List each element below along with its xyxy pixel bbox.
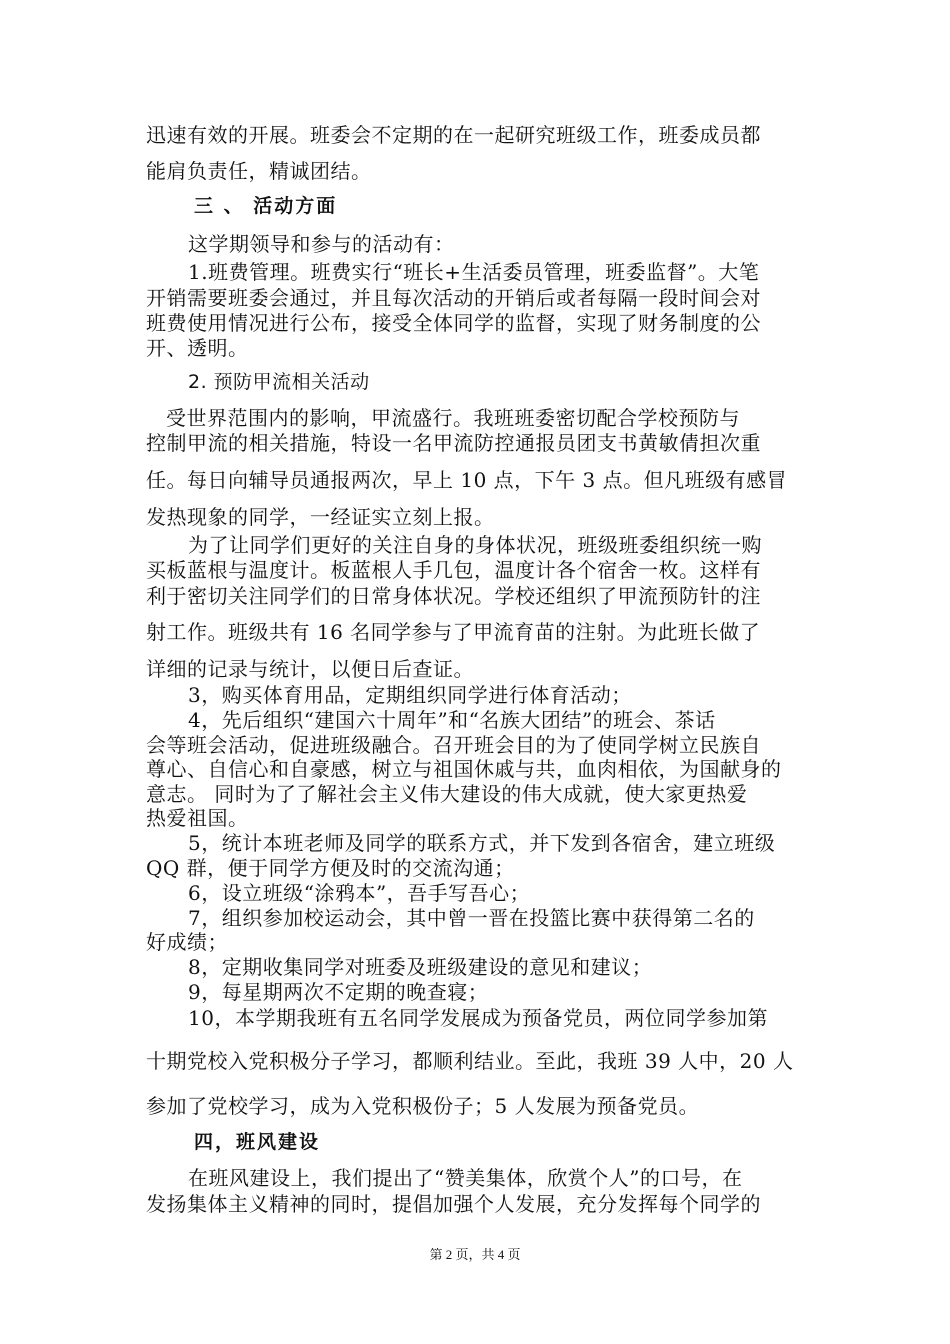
paragraph-line: 班费使用情况进行公布，接受全体同学的监督，实现了财务制度的公 [146,311,761,335]
section-heading-activities: 三 、 活动方面 [194,195,338,217]
paragraph-line: 热爱祖国。 [146,806,249,830]
list-item: 8，定期收集同学对班委及班级建设的意见和建议； [188,955,653,979]
paragraph-line: 会等班会活动，促进班级融合。召开班会目的为了使同学树立民族自 [146,733,761,757]
paragraph-line: 详细的记录与统计，以便日后查证。 [146,657,474,681]
paragraph-line: 发扬集体主义精神的同时，提倡加强个人发展，充分发挥每个同学的 [146,1192,761,1216]
paragraph-line: 受世界范围内的影响，甲流盛行。我班班委密切配合学校预防与 [166,406,740,430]
paragraph-line: 迅速有效的开展。班委会不定期的在一起研究班级工作，班委成员都 [146,123,761,147]
paragraph-line: 能肩负责任，精诚团结。 [146,159,372,183]
list-item: 6，设立班级“涂鸦本”，吾手写吾心； [188,881,531,905]
list-item: 3，购买体育用品，定期组织同学进行体育活动； [188,683,632,707]
paragraph-line: 任。每日向辅导员通报两次，早上 10 点，下午 3 点。但凡班级有感冒 [146,468,788,492]
paragraph-line: 好成绩； [146,930,228,954]
paragraph-line: 利于密切关注同学们的日常身体状况。学校还组织了甲流预防针的注 [146,584,761,608]
paragraph-line: 参加了党校学习，成为入党积极份子；5 人发展为预备党员。 [146,1094,700,1118]
paragraph-line: 在班风建设上，我们提出了“赞美集体，欣赏个人”的口号，在 [188,1166,743,1190]
paragraph-line: 射工作。班级共有 16 名同学参与了甲流育苗的注射。为此班长做了 [146,620,761,644]
paragraph-line: 十期党校入党积极分子学习，都顺利结业。至此，我班 39 人中，20 人 [146,1049,794,1073]
paragraph-line: 为了让同学们更好的关注自身的身体状况，班级班委组织统一购 [188,533,762,557]
list-item: 7，组织参加校运动会，其中曾一晋在投篮比赛中获得第二名的 [188,906,755,930]
paragraph-line: 开销需要班委会通过，并且每次活动的开销后或者每隔一段时间会对 [146,286,761,310]
paragraph-line: 2. 预防甲流相关活动 [188,371,370,393]
page-number-footer: 第 2 页，共 4 页 [429,1247,521,1262]
paragraph-line: 1.班费管理。班费实行“班长+生活委员管理，班委监督”。大笔 [188,260,760,284]
paragraph-line: 尊心、自信心和自豪感，树立与祖国休戚与共，血肉相依，为国献身的 [146,757,782,781]
list-item: 5，统计本班老师及同学的联系方式，并下发到各宿舍，建立班级 [188,831,776,855]
paragraph-line: 发热现象的同学，一经证实立刻上报。 [146,505,495,529]
paragraph-line: 开、透明。 [146,336,249,360]
section-heading-class-culture: 四，班风建设 [194,1131,321,1153]
list-item: 9，每星期两次不定期的晚查寝； [188,980,489,1004]
paragraph-line: 意志。 同时为了了解社会主义伟大建设的伟大成就，使大家更热爱 [146,782,748,806]
paragraph-line: 控制甲流的相关措施，特设一名甲流防控通报员团支书黄敏倩担次重 [146,431,761,455]
paragraph-line: QQ 群，便于同学方便及时的交流沟通； [146,856,515,880]
list-item: 10，本学期我班有五名同学发展成为预备党员，两位同学参加第 [188,1006,768,1030]
paragraph-line: 这学期领导和参与的活动有： [188,232,455,256]
list-item: 4，先后组织“建国六十周年”和“名族大团结”的班会、茶话 [188,708,716,732]
paragraph-line: 买板蓝根与温度计。板蓝根人手几包，温度计各个宿舍一枚。这样有 [146,558,761,582]
